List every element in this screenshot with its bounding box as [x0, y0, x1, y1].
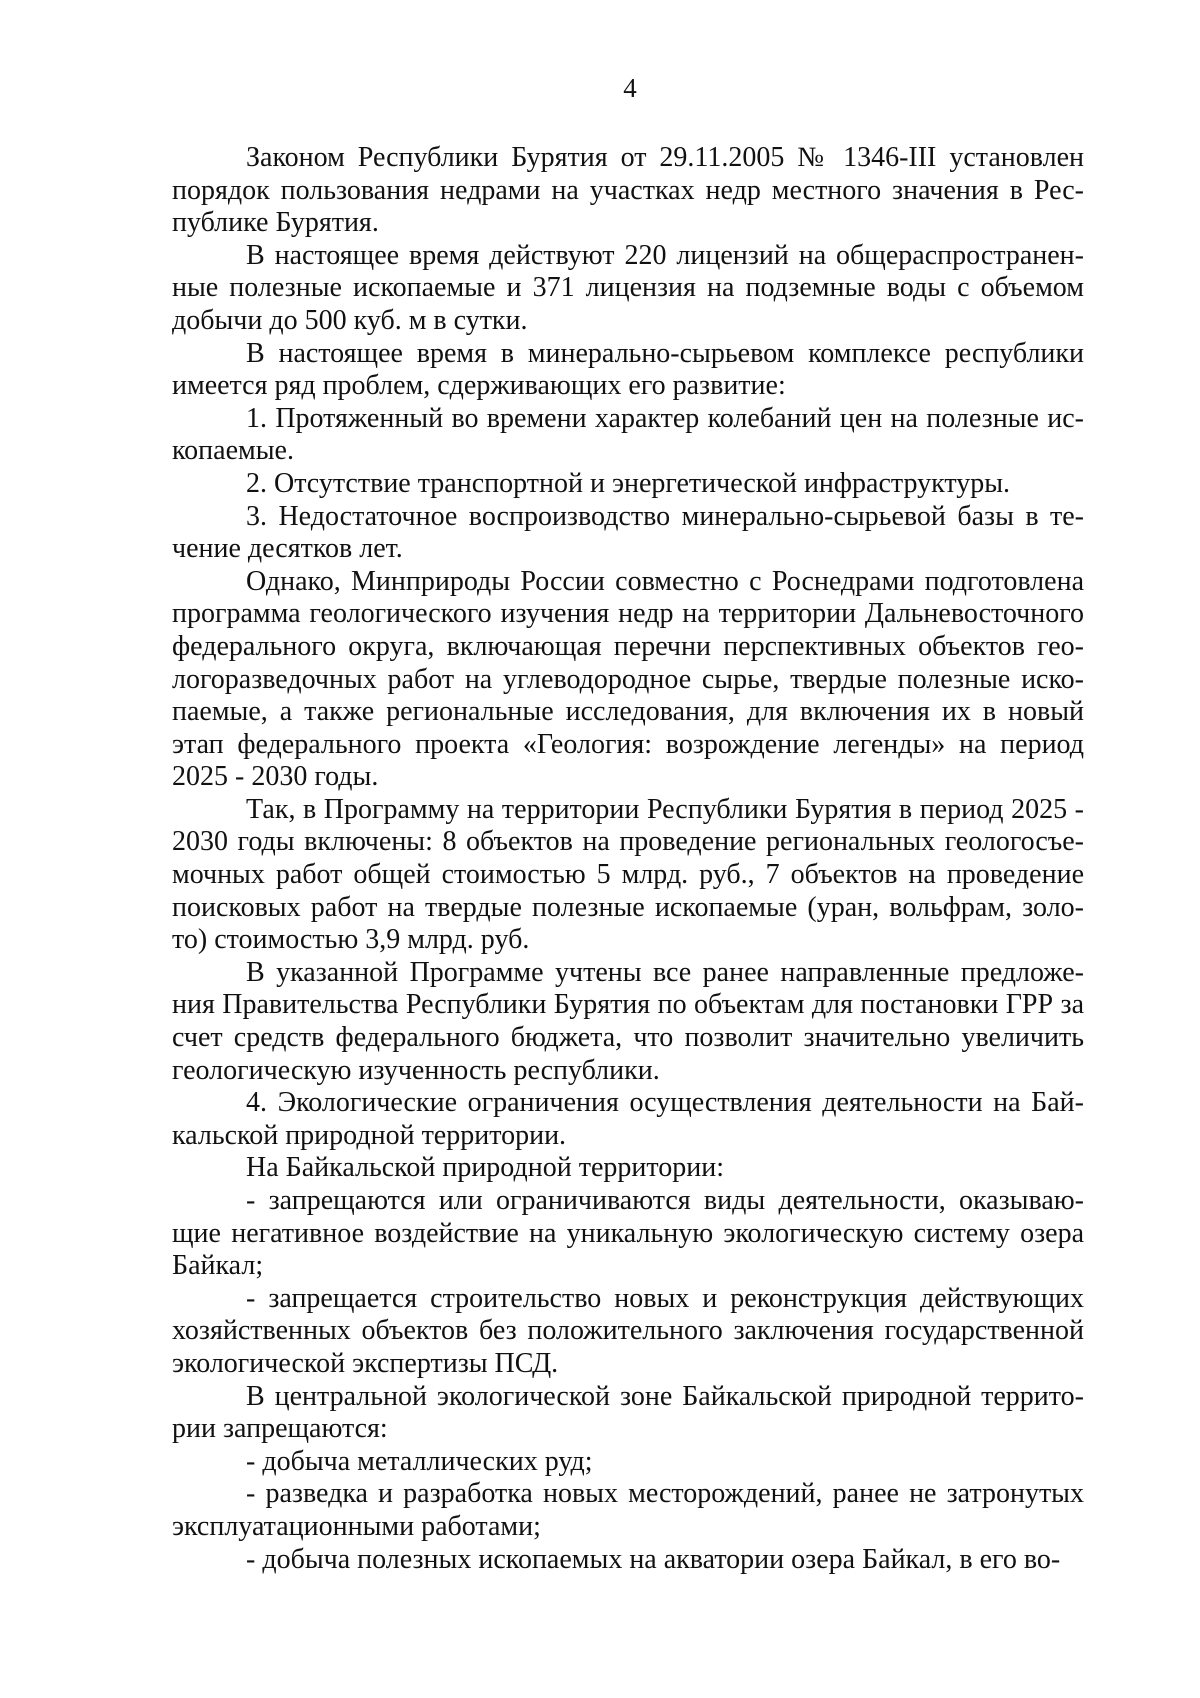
list-item: 4. Экологические ограничения осуществления деятельности на Байкальской природной территории. [172, 1087, 1084, 1151]
page-number: 4 [623, 73, 637, 103]
paragraph: В указанной Программе учтены все ранее направленные предложения Правительства Республики Бурятия по объектам для постановки ГРР за счет средств федерального бюджета, что позволит значительно увеличить геологическую изученность республики. [172, 956, 1084, 1086]
paragraph: В настоящее время действуют 220 лицензий на общераспространенные полезные ископаемые и 371 лицензия на подземные воды с объемом добычи до 500 куб. м в сутки. [172, 239, 1084, 336]
list-item: 3. Недостаточное воспроизводство минерально-сырьевой базы в течение десятков лет. [172, 500, 1084, 565]
list-item: - запрещается строительство новых и реконструкция действующих хозяйственных объектов без положительного заключения государственной экологической экспертизы ПСД. [172, 1282, 1084, 1379]
paragraph: В центральной экологической зоне Байкальской природной территории запрещаются: [172, 1380, 1084, 1445]
document-body [172, 142, 1084, 1576]
paragraph: Так, в Программу на территории Республики Бурятия в период 2025 - 2030 годы включены: 8 объектов на проведение региональных геологосъемочных работ общей стоимостью 5 млрд. руб., 7 объектов на проведение поисковых работ на твердые полезные ископаемые (уран, вольфрам, золото) стоимостью 3,9 млрд. руб. [172, 793, 1084, 956]
list-item: - разведка и разработка новых месторождений, ранее не затронутых эксплуатационными работами; [172, 1478, 1084, 1542]
paragraph: Законом Республики Бурятия от 29.11.2005 № 1346-III установлен порядок пользования недрами на участках недр местного значения в Республике Бурятия. [172, 142, 1084, 239]
list-item: - добыча металлических руд; [246, 1445, 593, 1477]
list-item: 1. Протяженный во времени характер колебаний цен на полезные ископаемые. [172, 402, 1084, 467]
list-item: - запрещаются или ограничиваются виды деятельности, оказывающие негативное воздействие на уникальную экологическую систему озера Байкал; [172, 1185, 1084, 1282]
paragraph: Однако, Минприроды России совместно с Роснедрами подготовлена программа геологического изучения недр на территории Дальневосточного федерального округа, включающая перечни перспективных объектов геологоразведочных работ на углеводородное сырье, твердые полезные ископаемые, а также региональные исследования, для включения их в новый этап федерального проекта «Геология: возрождение легенды» на период 2025 - 2030 годы. [172, 565, 1084, 793]
list-item: - добыча полезных ископаемых на акватории озера Байкал, в его во- [246, 1543, 1061, 1575]
paragraph: На Байкальской природной территории: [246, 1152, 724, 1184]
paragraph: В настоящее время в минерально-сырьевом комплексе республики имеется ряд проблем, сдерживающих его развитие: [172, 337, 1084, 402]
list-item: 2. Отсутствие транспортной и энергетической инфраструктуры. [246, 467, 1011, 499]
